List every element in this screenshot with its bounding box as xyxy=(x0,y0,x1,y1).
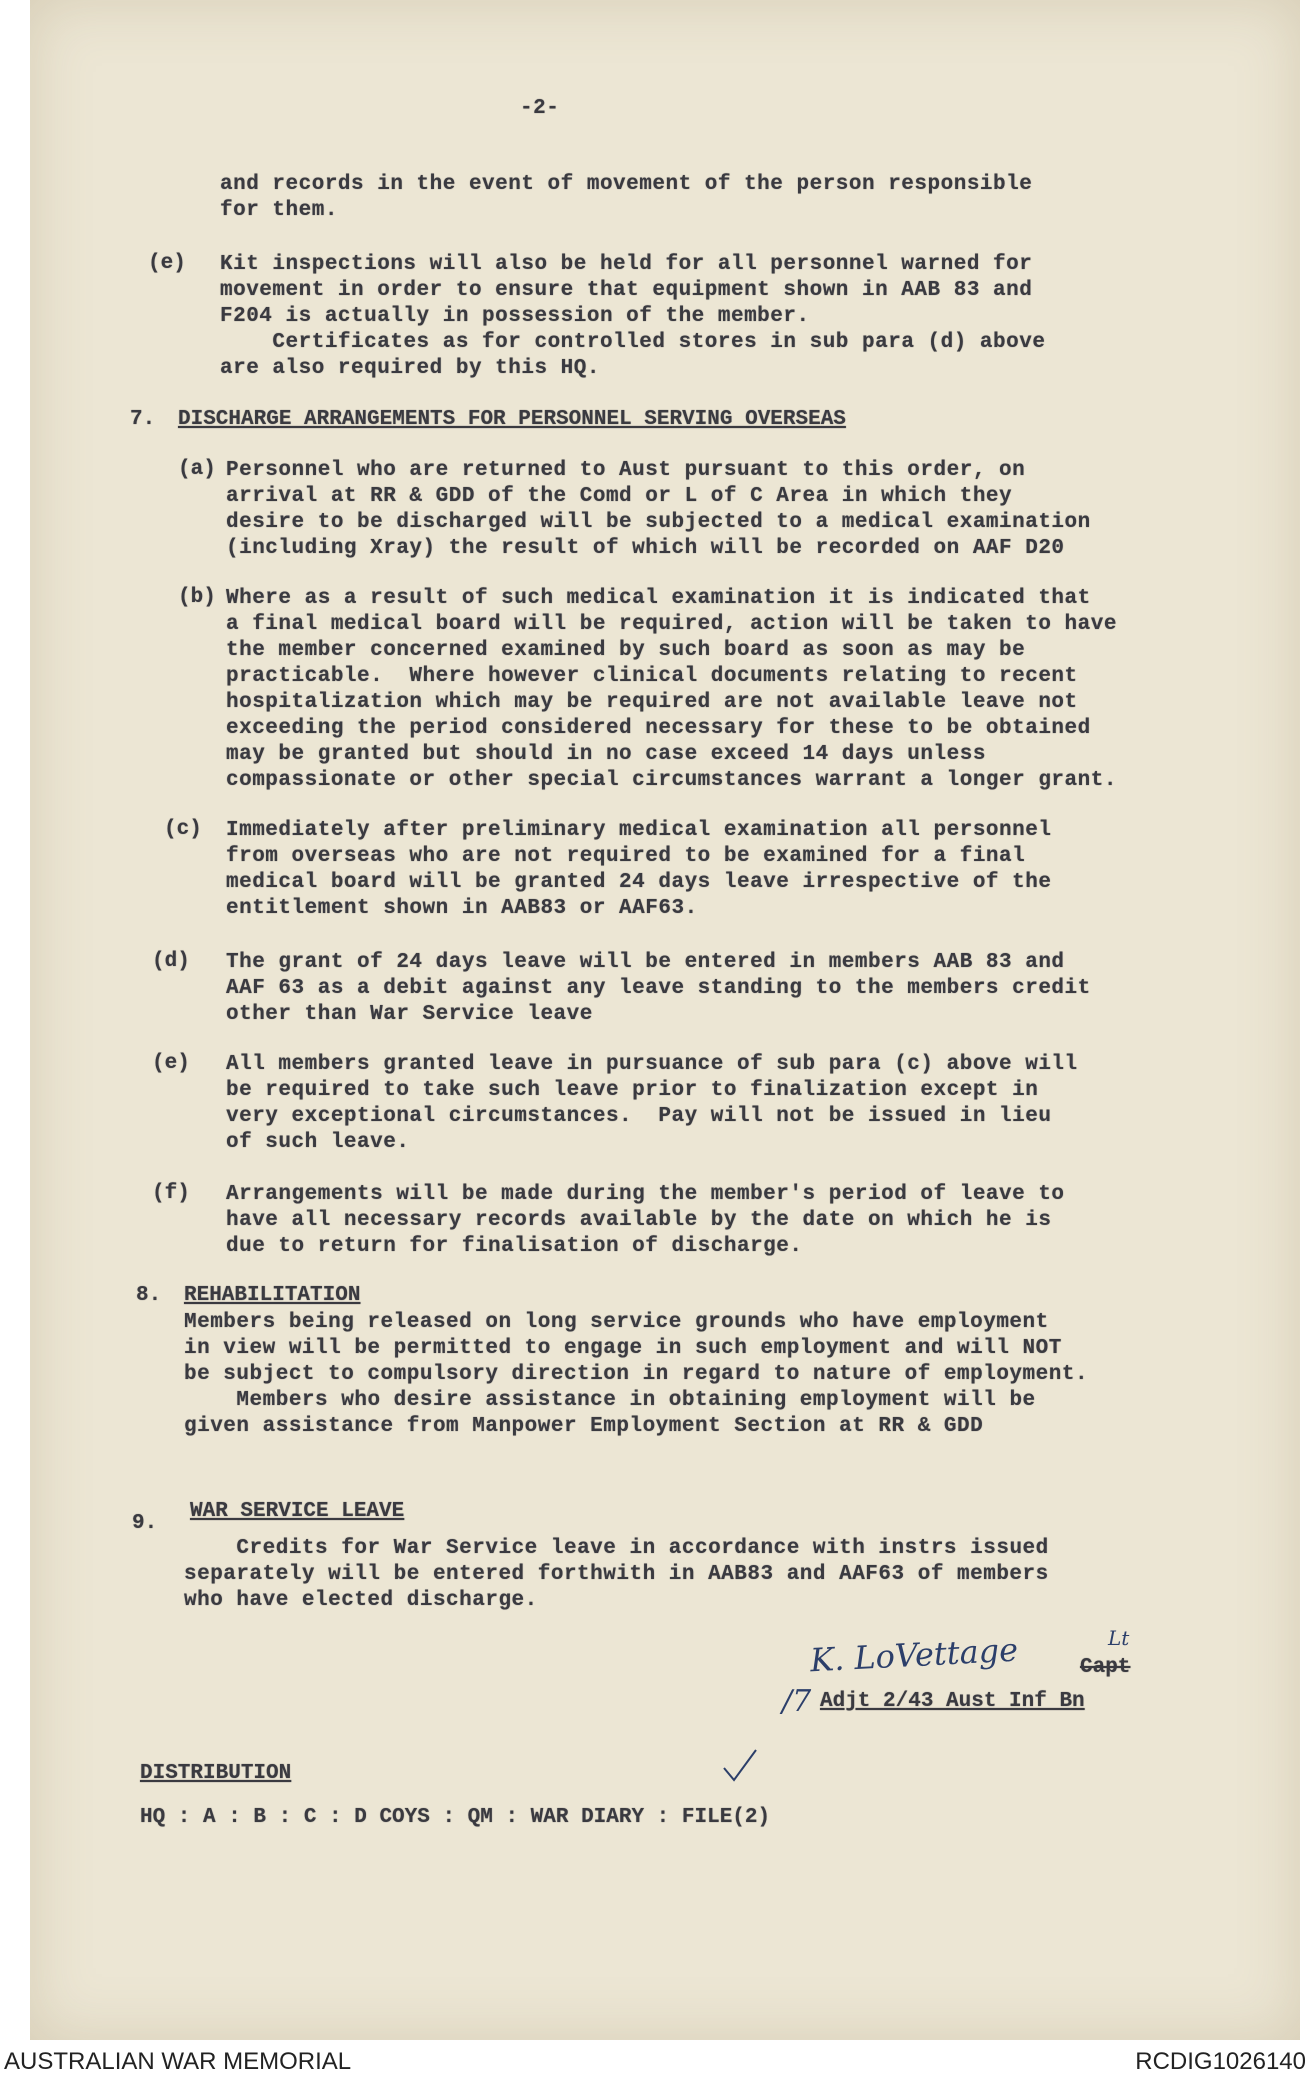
section-7-b-text: Where as a result of such medical examination it is indicated that a final medical board will be required, action will be taken to have the member concerned examined by such board as soon as may be practicable. Where however clinical documents relating to recent hospitalization which may be required are not available leave not exceeding the period considered necessary for these to be obtained may be granted but should in no case exceed 14 days unless compassionate or other special circumstances warrant a longer grant. xyxy=(226,587,1117,792)
section-7-b-label: (b) xyxy=(178,586,216,609)
section-9-heading: WAR SERVICE LEAVE xyxy=(190,1500,405,1523)
footer-institution: AUSTRALIAN WAR MEMORIAL xyxy=(4,2048,352,2075)
sub-e-label: (e) xyxy=(148,252,186,275)
distribution-heading: DISTRIBUTION xyxy=(140,1762,292,1785)
section-7-d-text: The grant of 24 days leave will be entered in members AAB 83 and AAF 63 as a debit against any leave standing to the members credit other than War Service leave xyxy=(226,951,1091,1026)
section-7-e-text: All members granted leave in pursuance of sub para (c) above will be required to take such leave prior to finalization except in very exceptional circumstances. Pay will not be issued in lieu of such leave. xyxy=(226,1053,1078,1154)
section-7-e-label: (e) xyxy=(152,1052,190,1075)
section-9-text: Credits for War Service leave in accordance with instrs issued separately will be entered forthwith in AAB83 and AAF63 of members who have elected discharge. xyxy=(184,1537,1049,1612)
section-7-d-label: (d) xyxy=(152,950,190,973)
section-7-a-text: Personnel who are returned to Aust pursuant to this order, on arrival at RR & GDD of the Comd or L of C Area in which they desire to be discharged will be subjected to a medical examination (including Xray) the result of which will be recorded on AAF D20 xyxy=(226,459,1091,560)
page-number: -2- xyxy=(520,97,560,120)
section-8-heading: REHABILITATION xyxy=(184,1284,361,1307)
handwritten-signature: K. LoVettage xyxy=(809,1630,1019,1680)
section-7-a-label: (a) xyxy=(178,458,216,481)
section-8-text: Members being released on long service grounds who have employment in view will be permitted to engage in such employment and will NOT be subject to compulsory direction in regard to nature of employment. Members who desire assistance in obtaining employment will be given assistance from Manpower Employment Section at RR & GDD xyxy=(184,1311,1089,1438)
for-mark: /7 xyxy=(782,1684,812,1719)
section-7-c-label: (c) xyxy=(164,818,202,841)
checkmark-icon xyxy=(720,1746,760,1786)
document-page xyxy=(30,0,1300,2040)
section-9-number: 9. xyxy=(132,1512,158,1535)
section-7-c-text: Immediately after preliminary medical examination all personnel from overseas who are not required to be examined for a final medical board will be granted 24 days leave irrespective of the entitlement shown in AAB83 or AAF63. xyxy=(226,819,1052,920)
rank-crossed: Capt xyxy=(1080,1656,1131,1679)
signature-title: Adjt 2/43 Aust Inf Bn xyxy=(820,1690,1085,1713)
section-7-f-text: Arrangements will be made during the member's period of leave to have all necessary records available by the date on which he is due to return for finalisation of discharge. xyxy=(226,1183,1065,1258)
section-7-number: 7. xyxy=(130,408,156,431)
intro-paragraph: and records in the event of movement of the person responsible for them. xyxy=(220,173,1033,222)
section-7-f-label: (f) xyxy=(152,1182,190,1205)
distribution-list: HQ : A : B : C : D COYS : QM : WAR DIARY : FILE(2) xyxy=(140,1806,771,1829)
section-8-number: 8. xyxy=(136,1284,162,1307)
section-7-heading: DISCHARGE ARRANGEMENTS FOR PERSONNEL SERVING OVERSEAS xyxy=(178,408,846,431)
rank-added: Lt xyxy=(1108,1626,1130,1650)
sub-e-text: Kit inspections will also be held for all personnel warned for movement in order to ensure that equipment shown in AAB 83 and F204 is actually in possession of the member. Certificates as for controlled stores in sub para (d) above are also required by this HQ. xyxy=(220,253,1046,380)
footer-catalogue-id: RCDIG1026140 xyxy=(1135,2048,1306,2075)
